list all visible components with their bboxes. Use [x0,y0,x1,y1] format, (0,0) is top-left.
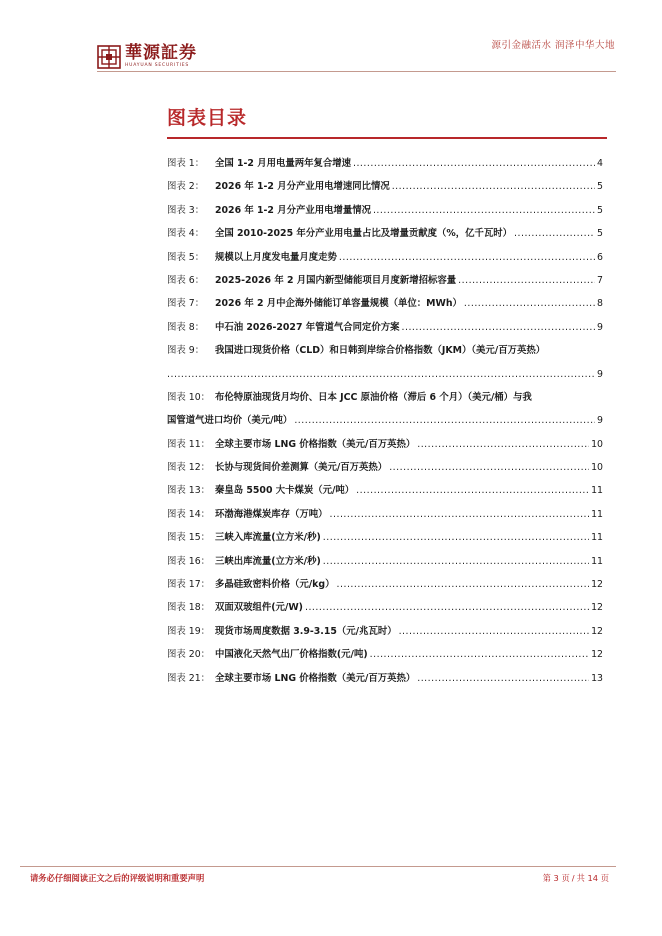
toc-entry-page: 11 [591,532,603,544]
toc-entry-label: 图表 6： [167,274,205,286]
toc-entry[interactable] [167,596,603,619]
toc-entry-page: 9 [597,368,603,380]
toc-entry-label: 图表 11： [167,438,211,450]
toc-entry-label: 图表 15： [167,532,211,544]
footer-page-separator: / [571,873,575,883]
toc-entry-page: 4 [597,158,603,169]
toc-entry-label: 图表 1： [167,158,205,169]
toc-entry[interactable] [167,199,603,222]
toc-leader [305,596,589,619]
toc-entry[interactable] [167,573,603,596]
toc-entry-label: 图表 13： [167,485,211,497]
toc-entry-title-continued: 国管道气进口均价（美元/吨） [167,415,293,427]
toc-entry-title: 全国 2010-2025 年分产业用电量占比及增量贡献度（%，亿千瓦时） [215,228,512,240]
toc-entry-title: 规模以上月度发电量月度走势 [215,251,337,263]
toc-entry-label: 图表 9： [167,345,205,357]
toc-entry-label: 图表 18： [167,602,211,614]
header-slogan: 源引金融活水 润泽中华大地 [491,40,615,51]
toc-leader [323,550,589,573]
toc-entry[interactable] [167,339,603,362]
toc-entry-page: 11 [591,555,603,567]
toc-leader [399,620,589,643]
toc-entry-title: 2026 年 2 月中企海外储能订单容量规模（单位：MWh） [215,298,462,310]
logo-emblem-icon [97,45,121,69]
toc-leader [458,269,595,292]
title-divider [167,137,607,139]
toc-entry[interactable] [167,269,603,292]
toc-entry-label: 图表 14： [167,508,211,520]
table-of-figures [167,152,603,690]
toc-leader [417,667,589,690]
toc-leader [167,363,595,386]
toc-entry-title: 2026 年 1-2 月分产业用电增速同比情况 [215,181,390,193]
toc-entry[interactable] [167,386,603,409]
toc-entry-label: 图表 20： [167,649,211,661]
toc-entry[interactable] [167,152,603,175]
toc-entry-label: 图表 7： [167,298,205,310]
toc-entry-title: 2026 年 1-2 月分产业用电增量情况 [215,204,371,216]
toc-entry-title: 环渤海港煤炭库存（万吨） [215,508,328,520]
toc-entry-page: 7 [597,274,603,286]
toc-entry-title: 秦皇岛 5500 大卡煤炭（元/吨） [215,485,355,497]
logo-english-name: HUAYUAN SECURITIES [125,63,190,69]
toc-entry-page: 6 [597,251,603,263]
toc-entry-label: 图表 17： [167,579,211,591]
toc-entry[interactable] [167,246,603,269]
toc-entry[interactable] [167,433,603,456]
company-logo [97,44,197,70]
toc-entry-label: 图表 16： [167,555,211,567]
toc-entry[interactable] [167,550,603,573]
toc-entry-title: 三峡入库流量(立方米/秒) [215,532,321,544]
footer-page-number [542,872,610,884]
toc-entry-label: 图表 2： [167,181,205,193]
toc-entry[interactable] [167,222,603,245]
footer-disclaimer: 请务必仔细阅读正文之后的评级说明和重要声明 [30,873,205,883]
toc-entry-page: 9 [597,321,603,333]
toc-entry-page: 12 [591,602,603,614]
toc-entry[interactable] [167,292,603,315]
toc-entry-label: 图表 19： [167,625,211,637]
toc-entry[interactable] [167,175,603,198]
toc-entry-page: 5 [597,228,603,240]
toc-entry[interactable] [167,503,603,526]
page-header [0,0,662,72]
toc-leader [353,152,595,175]
toc-entry[interactable] [167,643,603,666]
toc-leader [464,292,595,315]
logo-chinese-name: 華源証券 [125,43,197,64]
toc-leader [417,433,589,456]
toc-entry-label: 图表 21： [167,672,211,684]
toc-entry[interactable] [167,620,603,643]
toc-entry-page: 10 [591,438,603,450]
toc-entry[interactable] [167,526,603,549]
footer-current-page: 第 3 页 [542,873,570,883]
toc-entry-page: 8 [597,298,603,310]
toc-entry-title: 多晶硅致密料价格（元/kg） [215,579,335,591]
toc-entry-label: 图表 8： [167,321,205,333]
toc-entry-title: 我国进口现货价格（CLD）和日韩到岸综合价格指数（JKM）（美元/百万英热） [215,345,546,357]
toc-entry-title: 全国 1-2 月用电量两年复合增速 [215,158,351,169]
toc-entry[interactable] [167,456,603,479]
toc-leader [514,222,595,245]
toc-entry-label: 图表 4： [167,228,205,240]
toc-entry-label: 图表 10： [167,391,211,403]
toc-entry-title: 2025-2026 年 2 月国内新型储能项目月度新增招标容量 [215,274,457,286]
toc-leader [373,199,595,222]
toc-entry-continuation[interactable] [167,363,603,386]
toc-entry-label: 图表 3： [167,204,205,216]
toc-entry-title: 现货市场周度数据 3.9-3.15（元/兆瓦时） [215,625,397,637]
footer-total-pages: 共 14 页 [576,873,609,883]
toc-entry-title: 长协与现货间价差测算（美元/百万英热） [215,462,388,474]
toc-entry-title: 全球主要市场 LNG 价格指数（美元/百万英热） [215,438,416,450]
toc-title: 图表目录 [167,107,248,129]
toc-entry-label: 图表 5： [167,251,205,263]
toc-entry-page: 12 [591,579,603,591]
toc-entry-page: 10 [591,462,603,474]
toc-entry-title: 双面双玻组件(元/W) [215,602,303,614]
toc-leader [337,573,590,596]
toc-leader [389,456,589,479]
header-divider [97,71,616,72]
toc-entry-page: 5 [597,181,603,193]
toc-entry-title: 中国液化天然气出厂价格指数(元/吨) [215,649,368,661]
toc-entry-page: 12 [591,625,603,637]
toc-entry-page: 9 [597,415,603,427]
toc-leader [294,409,595,432]
footer-divider [20,866,616,867]
toc-entry[interactable] [167,479,603,502]
toc-entry[interactable] [167,667,603,690]
toc-leader [330,503,590,526]
toc-entry-page: 13 [591,672,603,684]
toc-leader [339,246,595,269]
toc-leader [356,479,589,502]
toc-leader [370,643,589,666]
toc-entry-page: 11 [591,485,603,497]
toc-leader [401,316,595,339]
toc-entry[interactable] [167,316,603,339]
toc-entry-page: 11 [591,508,603,520]
toc-entry-title: 布伦特原油现货月均价、日本 JCC 原油价格（滞后 6 个月）（美元/桶）与我 [215,391,532,403]
toc-entry-label: 图表 12： [167,462,211,474]
toc-leader [323,526,589,549]
toc-leader [392,175,595,198]
toc-entry-page: 5 [597,204,603,216]
toc-entry-continuation[interactable] [167,409,603,432]
toc-entry-page: 12 [591,649,603,661]
toc-entry-title: 全球主要市场 LNG 价格指数（美元/百万英热） [215,672,416,684]
toc-entry-title: 中石油 2026-2027 年管道气合同定价方案 [215,321,400,333]
toc-entry-title: 三峡出库流量(立方米/秒) [215,555,321,567]
